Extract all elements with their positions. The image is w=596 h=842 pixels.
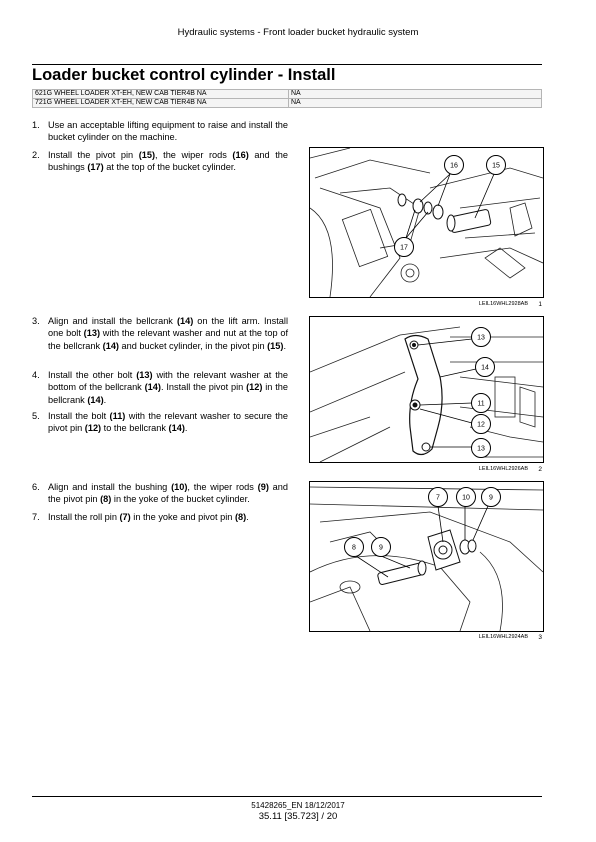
part-reference: (13): [136, 370, 153, 380]
step-3: [32, 315, 288, 352]
part-reference: (14): [168, 423, 185, 434]
market-cell: NA: [289, 90, 542, 99]
part-reference: (10): [171, 482, 188, 492]
step-number: 2.: [32, 150, 40, 160]
step-text: Align and install the bushing (10), the wiper rods (9) and the pivot pin (8) in the yoke of the bucket cylinder.: [48, 482, 288, 505]
step-number: 3.: [32, 316, 40, 326]
model-cell: 621G WHEEL LOADER XT-EH, NEW CAB TIER4B NA: [33, 90, 289, 99]
figure-code: LEIL16WHL2926AB: [478, 466, 528, 472]
running-header: Hydraulic systems - Front loader bucket hydraulic system: [177, 27, 419, 38]
figure-number: 3: [538, 634, 542, 641]
figure-2-illustration: [309, 316, 544, 463]
part-reference: (12): [84, 423, 102, 434]
figure-number: 1: [538, 301, 542, 308]
part-reference: (13): [83, 328, 101, 339]
figure-2-drawing: [310, 317, 543, 462]
callout-label: 9: [379, 544, 383, 552]
part-reference: (8): [100, 494, 112, 505]
callout-label: 10: [462, 494, 470, 502]
part-reference: (11): [109, 411, 126, 421]
part-reference: (14): [102, 340, 119, 351]
table-row: [33, 99, 542, 108]
step-number: 7.: [32, 512, 40, 522]
step-number: 4.: [32, 370, 40, 380]
step-text: Use an acceptable lifting equipment to raise and install the bucket cylinder on the machine.: [48, 120, 288, 143]
part-reference: (12): [246, 382, 263, 393]
step-text: Install the bolt (11) with the relevant washer to secure the pivot pin (12) to the bellcrank (14).: [48, 411, 288, 434]
document-id: 51428265_EN 18/12/2017: [251, 801, 345, 810]
callout-label: 14: [481, 364, 489, 372]
figure-code: LEIL16WHL2924AB: [478, 634, 528, 640]
step-text: Install the pivot pin (15), the wiper rods (16) and the bushings (17) at the top of the bucket cylinder.: [48, 150, 288, 173]
part-reference: (8): [234, 512, 247, 522]
part-reference: (16): [232, 150, 249, 160]
footer-rule: [32, 796, 542, 797]
callout-label: 16: [450, 162, 458, 170]
model-cell: 721G WHEEL LOADER XT-EH, NEW CAB TIER4B NA: [33, 99, 289, 108]
callout-label: 11: [477, 400, 485, 408]
page-number: 35.11 [35.723] / 20: [258, 811, 338, 822]
figure-code: LEIL16WHL2928AB: [478, 301, 528, 307]
step-text: Install the other bolt (13) with the relevant washer at the bottom of the bellcrank (14). Install the pivot pin (12) in the bellcrank (14).: [48, 370, 289, 405]
figure-3-drawing: [310, 482, 543, 631]
step-5: [32, 410, 288, 435]
callout-label: 13: [477, 445, 485, 453]
step-number: 6.: [32, 482, 40, 492]
market-cell: NA: [289, 99, 542, 108]
step-1: [32, 119, 288, 144]
figure-1-illustration: [309, 147, 544, 298]
part-reference: (15): [267, 340, 284, 351]
part-reference: (17): [87, 162, 104, 173]
part-reference: (14): [144, 382, 161, 393]
part-reference: (9): [257, 482, 269, 492]
step-4: [32, 369, 288, 406]
part-reference: (14): [176, 316, 194, 326]
step-7: [32, 511, 288, 523]
step-text: Install the roll pin (7) in the yoke and pivot pin (8).: [48, 512, 249, 522]
callout-label: 17: [400, 244, 408, 252]
callout-label: 9: [489, 494, 493, 502]
figure-1-drawing: [310, 148, 543, 297]
figure-3-illustration: [309, 481, 544, 632]
part-reference: (15): [138, 150, 156, 160]
part-reference: (14): [87, 394, 104, 405]
callout-label: 7: [436, 494, 440, 502]
step-text: Align and install the bellcrank (14) on the lift arm. Install one bolt (13) with the relevant washer and nut at the top of the bellcrank (14) and bucket cylinder, in the pivot pin (15).: [48, 316, 288, 351]
callout-label: 13: [477, 334, 485, 342]
step-2: [32, 149, 288, 174]
table-row: [33, 90, 542, 99]
callout-label: 8: [352, 544, 356, 552]
figure-number: 2: [538, 466, 542, 473]
step-number: 1.: [32, 120, 40, 130]
model-applicability-table: [32, 89, 542, 108]
step-6: [32, 481, 288, 506]
part-reference: (7): [119, 512, 131, 522]
step-number: 5.: [32, 411, 40, 421]
callout-label: 12: [477, 421, 485, 429]
page-title: Loader bucket control cylinder - Install: [32, 66, 336, 84]
callout-label: 15: [492, 162, 500, 170]
